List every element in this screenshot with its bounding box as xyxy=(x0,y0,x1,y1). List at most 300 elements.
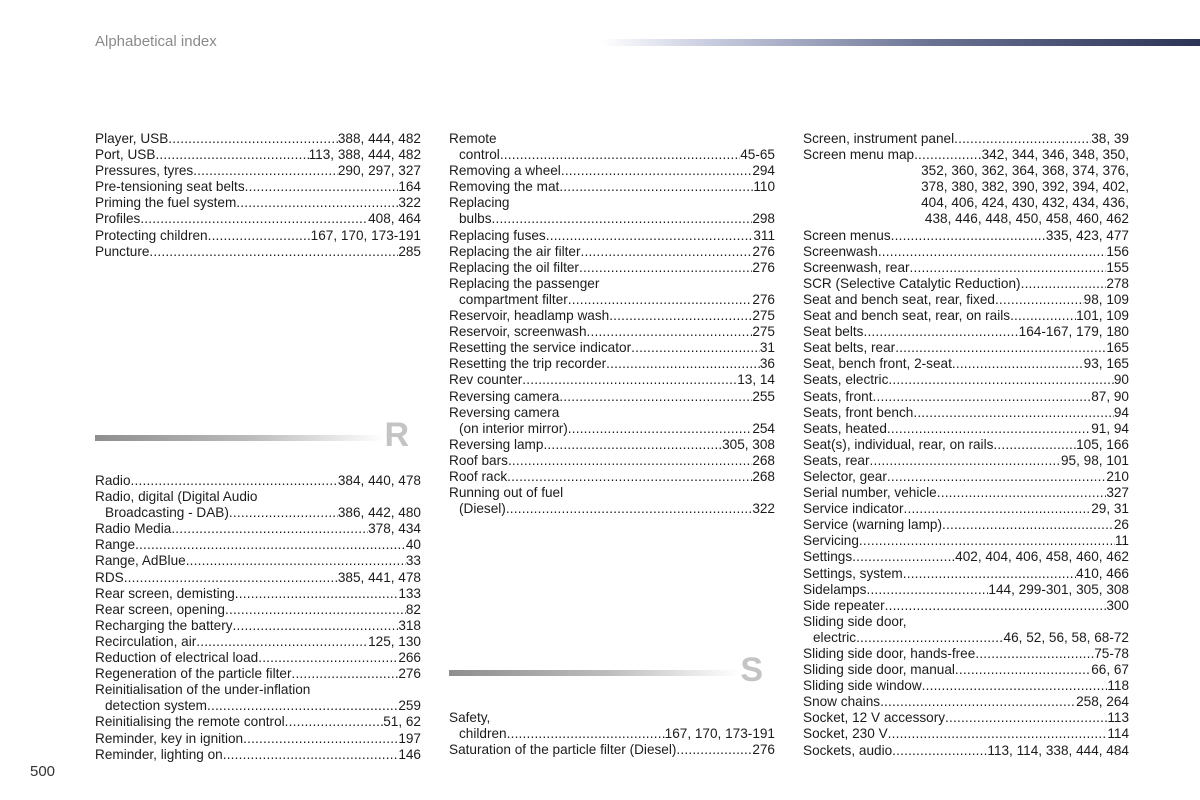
index-entry xyxy=(803,356,1129,372)
index-entry-leader-dots xyxy=(135,537,406,553)
index-entry-continuation: 404, 406, 424, 430, 432, 434, 436, xyxy=(921,195,1129,211)
index-entry-pages: 276 xyxy=(752,243,775,259)
index-entry-leader-dots xyxy=(1010,308,1076,324)
index-entry-leader-dots xyxy=(196,634,368,650)
index-entry-leader-dots xyxy=(233,618,399,634)
index-column-1-p-entries xyxy=(95,131,421,260)
index-entry-heading: Running out of fuel xyxy=(449,485,564,501)
index-entry xyxy=(803,743,1129,759)
index-entry-pages: 51, 62 xyxy=(383,714,421,730)
index-entry xyxy=(803,131,1129,147)
index-entry-pages: 385, 441, 478 xyxy=(337,569,421,585)
index-entry xyxy=(803,437,1129,453)
index-entry-leader-dots xyxy=(235,586,399,602)
index-entry-pages: 384, 440, 478 xyxy=(337,473,421,488)
index-entry-term: Seat belts xyxy=(803,324,864,340)
index-entry xyxy=(803,582,1129,598)
index-entry xyxy=(803,598,1129,614)
index-entry-term: Replacing the oil filter xyxy=(449,259,579,275)
index-entry-pages: 327 xyxy=(1106,485,1129,501)
index-entry-leader-dots xyxy=(492,211,753,227)
index-entry-term: Range xyxy=(95,537,136,553)
index-entry xyxy=(803,533,1129,549)
index-entry-leader-dots xyxy=(543,437,722,453)
index-entry-term: bulbs xyxy=(459,211,492,227)
index-entry-leader-dots xyxy=(1021,276,1107,292)
index-entry xyxy=(95,666,421,682)
index-column-1-r-entries xyxy=(95,473,421,763)
index-entry-pages: 254 xyxy=(752,420,775,436)
index-entry-leader-dots xyxy=(193,163,338,179)
index-entry-pages: 90 xyxy=(1113,372,1129,388)
index-entry-term: Sockets, audio xyxy=(803,742,893,758)
index-entry xyxy=(449,356,775,372)
index-entry-heading: Reinitialisation of the under-inflation xyxy=(95,682,311,698)
index-entry-pages: 266 xyxy=(398,650,421,666)
index-entry-pages: 38, 39 xyxy=(1091,131,1129,146)
index-entry-leader-dots xyxy=(579,260,752,276)
index-entry-pages: 259 xyxy=(398,698,421,714)
index-entry xyxy=(95,228,421,244)
index-entry-pages: 290, 297, 327 xyxy=(337,163,421,179)
index-entry-pages: 13, 14 xyxy=(737,372,775,388)
index-entry-pages: 275 xyxy=(752,324,775,340)
index-entry xyxy=(449,179,775,195)
index-entry-leader-dots xyxy=(236,195,398,211)
index-entry-pages: 66, 67 xyxy=(1091,662,1129,678)
index-entry-term: Reinitialising the remote control xyxy=(95,714,285,730)
index-entry-leader-dots xyxy=(568,292,753,308)
index-entry-leader-dots xyxy=(937,485,1107,501)
index-entry-leader-dots xyxy=(954,131,1091,147)
index-entry-leader-dots xyxy=(522,372,737,388)
index-entry xyxy=(95,602,421,618)
index-entry xyxy=(449,163,775,179)
index-entry xyxy=(449,742,775,758)
index-entry xyxy=(803,308,1129,324)
index-entry xyxy=(803,469,1129,485)
index-entry xyxy=(449,211,775,227)
index-entry-term: Seat(s), individual, rear, on rails xyxy=(803,436,994,452)
index-entry-pages: 276 xyxy=(752,291,775,307)
index-entry-pages: 402, 404, 406, 458, 460, 462 xyxy=(955,549,1129,565)
index-entry-pages: 276 xyxy=(752,259,775,275)
header-decorative-bar xyxy=(600,39,1200,46)
index-entry-pages: 335, 423, 477 xyxy=(1045,227,1129,243)
index-entry xyxy=(95,244,421,260)
index-entry-leader-dots xyxy=(149,244,398,260)
index-entry-leader-dots xyxy=(258,650,398,666)
index-entry-pages: 294 xyxy=(752,163,775,179)
index-entry-pages: 167, 170, 173-191 xyxy=(664,726,775,742)
index-entry xyxy=(95,521,421,537)
index-entry xyxy=(95,505,421,521)
index-entry xyxy=(95,147,421,163)
index-entry-pages: 255 xyxy=(752,388,775,404)
index-entry-term: Seats, front bench xyxy=(803,404,914,420)
index-entry xyxy=(449,147,775,163)
index-column-2-s-entries xyxy=(449,710,775,758)
index-entry-continuation: 378, 380, 382, 390, 392, 394, 402, xyxy=(921,179,1129,195)
index-entry-leader-dots xyxy=(131,473,338,489)
index-entry xyxy=(803,292,1129,308)
index-entry xyxy=(95,698,421,714)
index-entry-term: Reduction of electrical load xyxy=(95,650,259,666)
index-entry-term: Radio Media xyxy=(95,521,172,537)
index-entry-leader-dots xyxy=(546,228,754,244)
index-entry-term: Roof bars xyxy=(449,452,508,468)
index-entry-pages: 268 xyxy=(752,452,775,468)
index-entry xyxy=(803,453,1129,469)
index-entry-term: Servicing xyxy=(803,533,859,549)
index-entry-pages: 318 xyxy=(398,617,421,633)
index-entry-term: control xyxy=(459,147,500,163)
index-entry-leader-dots xyxy=(291,666,398,682)
index-entry-pages: 164-167, 179, 180 xyxy=(1018,324,1129,340)
index-entry-pages: 278 xyxy=(1106,275,1129,291)
index-entry xyxy=(803,501,1129,517)
index-entry xyxy=(449,292,775,308)
index-entry xyxy=(803,147,1129,163)
index-entry-pages: 408, 464 xyxy=(368,211,421,227)
index-entry-term: Reservoir, headlamp wash xyxy=(449,308,610,324)
index-entry-term: children xyxy=(459,726,507,742)
index-entry-term: Screen menus xyxy=(803,227,891,243)
index-entry xyxy=(95,211,421,227)
index-entry-term: Reversing camera xyxy=(449,388,560,404)
index-entry-pages: 167, 170, 173-191 xyxy=(310,227,421,243)
index-entry-leader-dots xyxy=(945,710,1107,726)
index-entry-pages: 164 xyxy=(398,179,421,195)
index-entry-leader-dots xyxy=(863,324,1018,340)
index-entry-term: Screenwash, rear xyxy=(803,259,910,275)
index-entry-term: Range, AdBlue xyxy=(95,553,186,569)
index-entry-pages: 98, 109 xyxy=(1083,291,1129,307)
index-entry xyxy=(803,421,1129,437)
index-entry-term: Seats, rear xyxy=(803,452,870,468)
index-entry-leader-dots xyxy=(587,324,753,340)
index-entry-leader-dots xyxy=(559,179,753,195)
index-entry-pages: 29, 31 xyxy=(1091,501,1129,517)
index-entry-pages: 388, 444, 482 xyxy=(337,131,421,146)
index-entry-leader-dots xyxy=(155,147,308,163)
index-entry-term: Seats, front xyxy=(803,388,873,404)
index-entry-leader-dots xyxy=(609,308,752,324)
index-entry-leader-dots xyxy=(568,421,753,437)
index-entry xyxy=(803,324,1129,340)
index-entry-pages: 31 xyxy=(759,340,775,356)
index-entry xyxy=(95,634,421,650)
index-entry-term: (Diesel) xyxy=(459,501,506,517)
index-entry-leader-dots xyxy=(225,602,406,618)
index-entry xyxy=(449,469,775,485)
index-entry xyxy=(449,228,775,244)
index-entry-leader-dots xyxy=(903,566,1076,582)
index-entry-term: (on interior mirror) xyxy=(459,420,568,436)
index-entry-pages: 87, 90 xyxy=(1091,388,1129,404)
index-entry xyxy=(95,714,421,730)
index-entry-pages: 410, 466 xyxy=(1076,565,1129,581)
index-entry-leader-dots xyxy=(914,147,982,163)
index-entry-pages: 285 xyxy=(398,243,421,259)
index-entry-pages: 75-78 xyxy=(1094,646,1129,661)
index-entry-term: Recharging the battery xyxy=(95,617,233,633)
index-entry xyxy=(449,501,775,517)
index-entry-term: compartment filter xyxy=(459,291,568,307)
index-entry-leader-dots xyxy=(208,228,311,244)
index-entry-term: Service (warning lamp) xyxy=(803,517,943,533)
index-entry-pages: 276 xyxy=(752,742,775,758)
index-entry-term: electric xyxy=(813,629,857,645)
index-entry-pages: 125, 130 xyxy=(368,633,421,649)
index-entry-term: Replacing fuses xyxy=(449,227,546,243)
index-entry-pages: 36 xyxy=(759,356,775,372)
index-entry-pages: 276 xyxy=(398,666,421,682)
index-entry xyxy=(803,678,1129,694)
index-entry-heading: Sliding side door, xyxy=(803,613,907,629)
index-entry-leader-dots xyxy=(140,211,368,227)
index-entry xyxy=(95,731,421,747)
index-entry xyxy=(449,244,775,260)
index-entry-leader-dots xyxy=(500,147,740,163)
index-entry-pages: 105, 166 xyxy=(1076,436,1129,452)
index-entry xyxy=(449,340,775,356)
index-entry-term: Sidelamps xyxy=(803,581,867,597)
index-entry-leader-dots xyxy=(866,582,988,598)
index-entry xyxy=(803,646,1129,662)
index-entry-pages: 113 xyxy=(1107,710,1129,726)
index-column-3-s-entries xyxy=(803,131,1129,759)
index-entry-pages: 110 xyxy=(753,179,775,195)
index-entry-pages: 197 xyxy=(398,730,421,746)
index-entry-leader-dots xyxy=(631,340,760,356)
index-entry xyxy=(449,324,775,340)
index-entry-heading: Remote xyxy=(449,131,497,146)
index-entry-pages: 305, 308 xyxy=(722,436,775,452)
index-entry xyxy=(95,618,421,634)
index-entry-term: Snow chains xyxy=(803,694,881,710)
index-entry-term: Roof rack xyxy=(449,468,508,484)
index-entry-term: Regeneration of the particle filter xyxy=(95,666,292,682)
index-entry-term: Puncture xyxy=(95,243,150,259)
index-column-2-r-entries xyxy=(449,131,775,517)
index-entry-term: Screen, instrument panel xyxy=(803,131,955,146)
index-entry xyxy=(449,389,775,405)
index-entry xyxy=(803,260,1129,276)
index-entry-pages: 144, 299-301, 305, 308 xyxy=(988,581,1129,597)
index-entry-pages: 300 xyxy=(1106,597,1129,613)
index-entry-leader-dots xyxy=(887,469,1106,485)
index-entry-pages: 275 xyxy=(752,308,775,324)
index-entry xyxy=(803,726,1129,742)
index-entry-leader-dots xyxy=(186,553,406,569)
index-entry xyxy=(95,131,421,147)
section-divider-r xyxy=(95,416,409,454)
index-entry xyxy=(449,260,775,276)
index-entry-term: RDS xyxy=(95,569,124,585)
index-entry xyxy=(449,726,775,742)
index-entry-pages: 342, 344, 346, 348, 350, xyxy=(981,147,1129,163)
index-entry-pages: 133 xyxy=(398,585,421,601)
index-entry-term: Reminder, lighting on xyxy=(95,746,223,762)
index-entry-term: Seat belts, rear xyxy=(803,340,896,356)
index-entry-term: Pressures, tyres xyxy=(95,163,194,179)
index-entry-heading: Replacing xyxy=(449,195,510,211)
index-entry xyxy=(95,747,421,763)
index-entry-leader-dots xyxy=(880,694,1076,710)
index-entry-leader-dots xyxy=(507,726,665,742)
index-entry-term: Player, USB xyxy=(95,131,169,146)
index-entry-pages: 378, 434 xyxy=(368,521,421,537)
index-entry-term: Resetting the service indicator xyxy=(449,340,632,356)
index-entry xyxy=(449,453,775,469)
index-entry-term: Rev counter xyxy=(449,372,523,388)
index-entry xyxy=(803,630,1129,646)
index-entry-leader-dots xyxy=(508,453,752,469)
index-entry-term: Priming the fuel system xyxy=(95,195,237,211)
index-entry-pages: 113, 388, 444, 482 xyxy=(308,147,421,163)
index-entry-term: Screenwash xyxy=(803,243,878,259)
index-entry-term: Side repeater xyxy=(803,597,885,613)
index-entry-term: detection system xyxy=(105,698,207,714)
index-entry xyxy=(803,276,1129,292)
index-entry-leader-dots xyxy=(873,389,1092,405)
index-entry-leader-dots xyxy=(870,453,1061,469)
index-entry-term: Selector, gear xyxy=(803,468,887,484)
index-entry-leader-dots xyxy=(168,131,338,147)
index-entry-pages: 386, 442, 480 xyxy=(337,505,421,521)
index-entry-pages: 311 xyxy=(753,227,775,243)
index-entry-pages: 91, 94 xyxy=(1091,420,1129,436)
index-entry-heading: Radio, digital (Digital Audio xyxy=(95,489,258,505)
index-entry-term: Protecting children xyxy=(95,227,208,243)
index-entry xyxy=(95,553,421,569)
index-entry-leader-dots xyxy=(243,731,398,747)
index-entry-term: Removing the mat xyxy=(449,179,560,195)
index-entry-term: Settings, system xyxy=(803,565,903,581)
index-entry xyxy=(95,537,421,553)
index-entry xyxy=(803,340,1129,356)
index-entry-leader-dots xyxy=(124,570,338,586)
page-number: 500 xyxy=(30,763,56,780)
index-entry-pages: 156 xyxy=(1106,243,1129,259)
index-entry-leader-dots xyxy=(895,340,1106,356)
index-entry-pages: 118 xyxy=(1107,678,1129,694)
index-entry-term: Reservoir, screenwash xyxy=(449,324,587,340)
index-entry-term: Replacing the air filter xyxy=(449,243,581,259)
index-entry-pages: 155 xyxy=(1106,259,1129,275)
index-entry xyxy=(449,308,775,324)
index-entry-leader-dots xyxy=(245,179,399,195)
index-entry-term: Pre-tensioning seat belts xyxy=(95,179,245,195)
index-entry-pages: 45-65 xyxy=(740,147,775,163)
index-entry xyxy=(803,228,1129,244)
index-entry xyxy=(95,570,421,586)
index-entry-term: Rear screen, demisting xyxy=(95,585,235,601)
index-entry-leader-dots xyxy=(507,469,752,485)
index-entry-leader-dots xyxy=(885,598,1107,614)
index-entry-term: Service indicator xyxy=(803,501,904,517)
index-entry-heading: Reversing camera xyxy=(449,404,560,420)
index-entry-leader-dots xyxy=(952,356,1084,372)
index-entry xyxy=(803,485,1129,501)
index-entry-term: Reminder, key in ignition xyxy=(95,730,244,746)
section-letter-r: R xyxy=(384,416,409,454)
index-entry-pages: 114 xyxy=(1107,726,1129,742)
index-entry-term: Seat and bench seat, rear, fixed xyxy=(803,291,995,307)
index-entry-term: SCR (Selective Catalytic Reduction) xyxy=(803,275,1021,291)
index-entry-pages: 322 xyxy=(398,195,421,211)
index-entry-term: Serial number, vehicle xyxy=(803,485,937,501)
index-entry-term: Sliding side door, manual xyxy=(803,662,955,678)
index-entry-leader-dots xyxy=(859,533,1115,549)
index-entry xyxy=(95,179,421,195)
section-letter-s: S xyxy=(740,651,763,689)
index-entry-leader-dots xyxy=(942,517,1114,533)
index-entry-term: Socket, 230 V xyxy=(803,726,888,742)
index-entry-pages: 94 xyxy=(1113,404,1129,420)
index-entry-leader-dots xyxy=(888,372,1114,388)
index-entry xyxy=(803,566,1129,582)
index-entry-leader-dots xyxy=(878,244,1107,260)
index-entry-leader-dots xyxy=(892,743,987,759)
index-entry xyxy=(803,372,1129,388)
index-entry xyxy=(803,549,1129,565)
index-entry-leader-dots xyxy=(561,163,752,179)
index-entry-heading: Safety, xyxy=(449,710,491,725)
index-entry-term: Seat, bench front, 2-seat xyxy=(803,356,952,372)
index-entry-leader-dots xyxy=(913,405,1114,421)
index-entry-pages: 40 xyxy=(405,537,421,553)
index-entry-pages: 33 xyxy=(405,553,421,569)
index-entry-leader-dots xyxy=(559,389,752,405)
index-entry-pages: 165 xyxy=(1106,340,1129,356)
index-entry-term: Recirculation, air xyxy=(95,633,197,649)
index-entry-leader-dots xyxy=(171,521,368,537)
index-entry-term: Port, USB xyxy=(95,147,156,163)
index-entry-leader-dots xyxy=(975,646,1094,662)
index-entry-term: Seats, heated xyxy=(803,420,887,436)
index-entry-pages: 322 xyxy=(752,501,775,517)
index-entry-term: Sliding side door, hands-free xyxy=(803,646,976,661)
index-entry xyxy=(803,405,1129,421)
index-entry-continuation: 438, 446, 448, 450, 458, 460, 462 xyxy=(924,211,1129,227)
index-entry-leader-dots xyxy=(922,678,1108,694)
index-entry-leader-dots xyxy=(229,505,338,521)
index-entry xyxy=(803,710,1129,726)
index-entry-term: Radio xyxy=(95,473,131,488)
index-entry xyxy=(803,662,1129,678)
index-entry-heading: Replacing the passenger xyxy=(449,275,600,291)
index-entry-leader-dots xyxy=(995,292,1084,308)
index-entry-term: Screen menu map xyxy=(803,147,915,163)
index-entry-leader-dots xyxy=(852,549,955,565)
index-entry-pages: 26 xyxy=(1113,517,1129,533)
index-entry xyxy=(803,517,1129,533)
index-entry xyxy=(95,650,421,666)
index-entry-leader-dots xyxy=(910,260,1107,276)
index-entry xyxy=(95,473,421,489)
index-entry-pages: 11 xyxy=(1114,533,1129,549)
index-entry-leader-dots xyxy=(856,630,1003,646)
index-entry-leader-dots xyxy=(993,437,1076,453)
index-entry-pages: 93, 165 xyxy=(1083,356,1129,372)
index-entry-leader-dots xyxy=(887,421,1091,437)
index-entry xyxy=(95,586,421,602)
index-entry-leader-dots xyxy=(676,742,752,758)
index-entry-term: Reversing lamp xyxy=(449,436,544,452)
index-entry-term: Broadcasting - DAB) xyxy=(105,505,229,521)
